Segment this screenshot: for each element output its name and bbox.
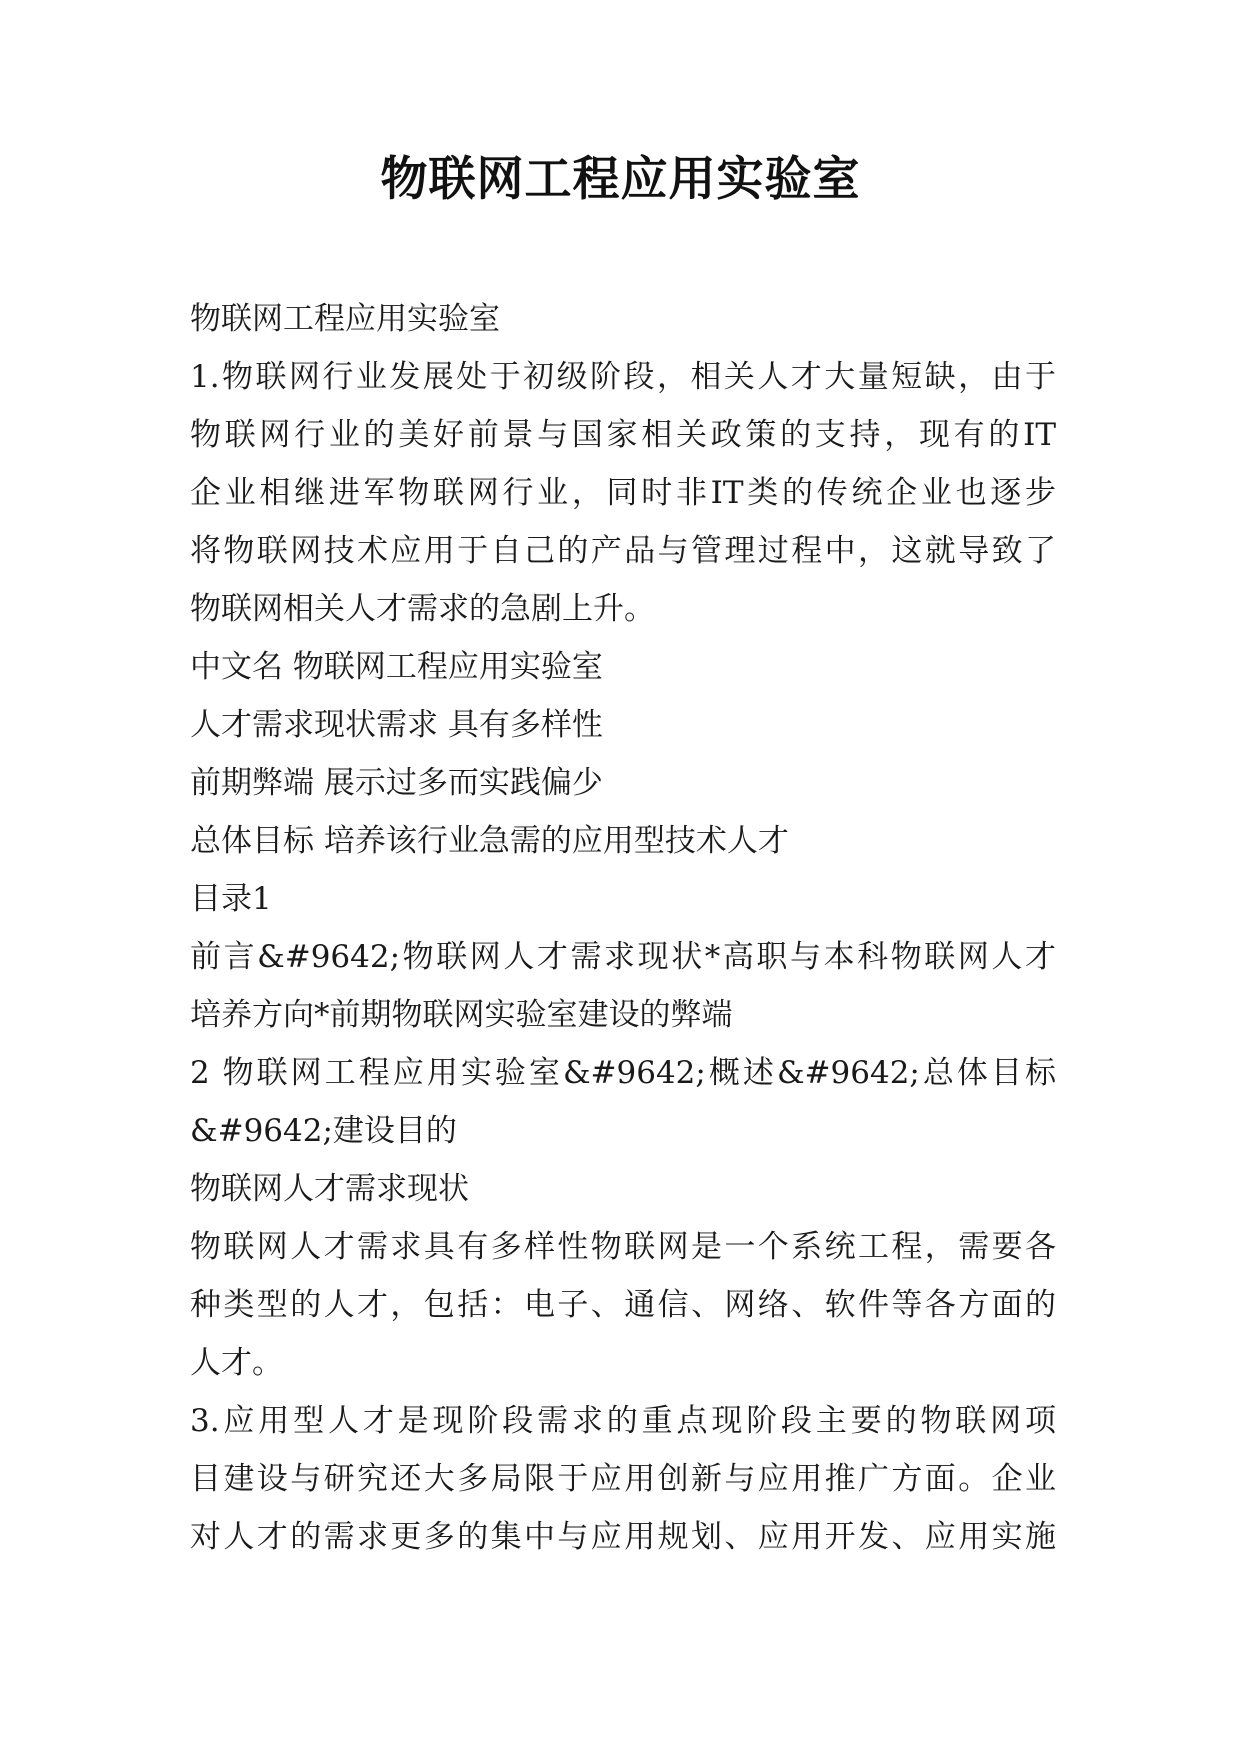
paragraph-line: 2 物联网工程应用实验室&#9642;概述&#9642;总体目标 [190,1055,1056,1091]
paragraph-line: &#9642;建设目的 [190,1113,457,1149]
paragraph-line: 人才需求现状需求 具有多样性 [190,707,603,743]
document-body [190,290,1056,1566]
paragraph-line: 将物联网技术应用于自己的产品与管理过程中，这就导致了 [190,533,1056,569]
paragraph-line: 物联网人才需求现状 [190,1171,469,1207]
paragraph-line: 目录1 [190,881,272,917]
paragraph-line: 种类型的人才，包括：电子、通信、网络、软件等各方面的 [190,1287,1056,1323]
paragraph-line: 物联网工程应用实验室 [190,301,500,337]
paragraph-line: 培养方向*前期物联网实验室建设的弊端 [190,997,733,1033]
paragraph-line: 物联网人才需求具有多样性物联网是一个系统工程，需要各 [190,1229,1056,1265]
paragraph-line: 物联网行业的美好前景与国家相关政策的支持，现有的IT [190,417,1056,453]
paragraph-line: 前言&#9642;物联网人才需求现状*高职与本科物联网人才 [190,939,1056,975]
paragraph-line: 前期弊端 展示过多而实践偏少 [190,765,603,801]
paragraph-line: 目建设与研究还大多局限于应用创新与应用推广方面。企业 [190,1461,1056,1497]
paragraph-line: 人才。 [190,1345,283,1381]
paragraph-line: 3.应用型人才是现阶段需求的重点现阶段主要的物联网项 [190,1403,1056,1439]
paragraph-line: 中文名 物联网工程应用实验室 [190,649,603,685]
paragraph-line: 物联网相关人才需求的急剧上升。 [190,591,655,627]
document-title: 物联网工程应用实验室 [380,152,861,207]
paragraph-line: 总体目标 培养该行业急需的应用型技术人才 [190,823,789,859]
paragraph-line: 1.物联网行业发展处于初级阶段，相关人才大量短缺，由于 [190,359,1056,395]
paragraph-line: 对人才的需求更多的集中与应用规划、应用开发、应用实施 [190,1519,1056,1555]
paragraph-line: 企业相继进军物联网行业，同时非IT类的传统企业也逐步 [190,475,1056,511]
